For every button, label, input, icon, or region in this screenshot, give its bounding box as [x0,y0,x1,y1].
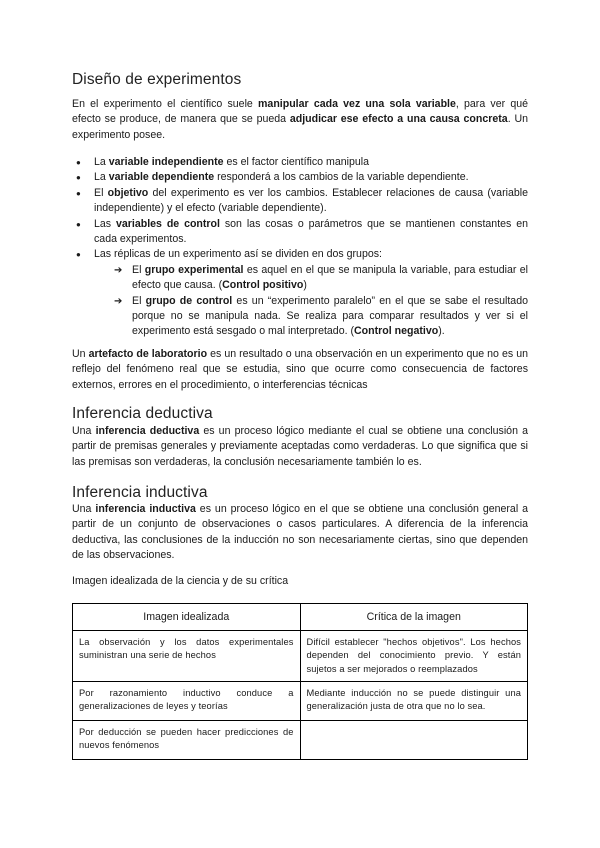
heading-inferencia-deductiva: Inferencia deductiva [72,405,213,422]
arrow-item-grupo-experimental: ➔ El grupo experimental es aquel en el que se manipula la variable, para estudiar el efecto que causa. (Control positivo) [94,263,528,294]
table-cell: Por deducción se pueden hacer predicciones de nuevos fenómenos [73,720,301,759]
paragraph-artefacto: Un artefacto de laboratorio es un resultado o una observación en un experimento que no es un reflejo del fenómeno real que se estudia, sino que ocurre como consecuencia de factores externos, errores en el procedimiento, o interferencias técnicas [72,348,528,391]
bullet-objetivo: ● El objetivo del experimento es ver los cambios. Establecer relaciones de causa (variable independiente) y el efecto (variable dependiente). [72,186,528,217]
table-caption: Imagen idealizada de la ciencia y de su crítica [72,575,289,587]
bullet-replicas: ● Las réplicas de un experimento así se dividen en dos grupos: ➔ El grupo experimental es aquel en el que se manipula la variable, para estudiar el efecto que causa. (Control positivo) ➔ El grupo de control es un “experimento paralelo” en el que se sabe el resultado porque no se manipula nada. Se realiza para comparar resultados y ver si el experimento está sesgado o mal interpretado. (Control negativo). [72,247,528,339]
paragraph-inductiva: Una inferencia inductiva es un proceso lógico en el que se obtiene una conclusión general a partir de un conjunto de observaciones o casos particulares. A diferencia de la inferencia deductiva, las conclusiones de la inducción no son necesariamente ciertas, sino que dependen de las observaciones. [72,503,528,562]
paragraph-deductiva: Una inferencia deductiva es un proceso lógico mediante el cual se obtiene una conclusión a partir de premisas generales y previamente aceptadas como verdaderas. Lo que significa que si las premisas son verdaderas, la conclusión necesariamente también lo es. [72,425,528,468]
table-cell: Difícil establecer "hechos objetivos". Los hechos dependen del conocimiento previo. Y están sujetos a ser mejorados o reemplazados [300,631,528,682]
table-header-cell: Crítica de la imagen [300,604,528,631]
bullet-variable-dependiente: ● La variable dependiente responderá a los cambios de la variable dependiente. [72,170,528,185]
table-row [73,681,528,720]
table-row [73,720,528,759]
table-row [73,631,528,682]
paragraph-intro: En el experimento el científico suele manipular cada vez una sola variable, para ver qué efecto se produce, de manera que se pueda adjudicar ese efecto a una causa concreta. Un experimento posee. [72,98,528,141]
heading-diseno-experimentos: Diseño de experimentos [72,71,242,88]
table-cell [300,720,528,759]
table-header-row [73,604,528,631]
bullet-variable-independiente: ● La variable independiente es el factor científico manipula [72,155,528,170]
comparison-table [72,603,528,760]
table-cell: Por razonamiento inductivo conduce a generalizaciones de leyes y teorías [73,681,301,720]
heading-inferencia-inductiva: Inferencia inductiva [72,484,208,501]
arrow-list [94,263,528,340]
arrow-item-grupo-control: ➔ El grupo de control es un “experimento paralelo” en el que se sabe el resultado porque no se manipula nada. Se realiza para comparar resultados y ver si el experimento está sesgado o mal interpretado. (Control negativo). [94,294,528,340]
table-header-cell: Imagen idealizada [73,604,301,631]
table-cell: Mediante inducción no se puede distinguir una generalización justa de otra que no lo sea. [300,681,528,720]
table-cell: La observación y los datos experimentales suministran una serie de hechos [73,631,301,682]
bullet-list [72,155,528,340]
bullet-variables-control: ● Las variables de control son las cosas o parámetros que se mantienen constantes en cada experimentos. [72,217,528,248]
